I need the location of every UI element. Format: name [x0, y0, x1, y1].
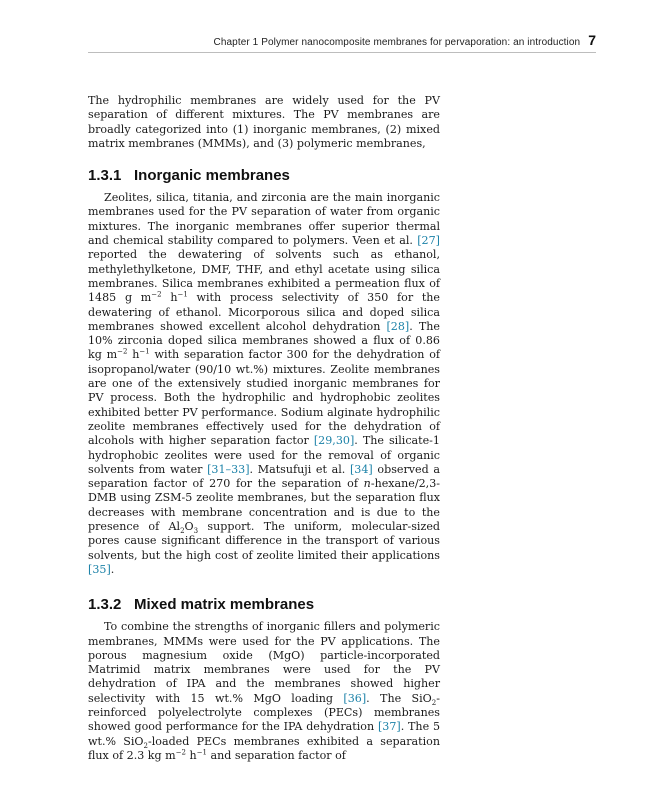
unit: h [186, 748, 197, 762]
text-run: -reinforced polyelectrolyte complexes (PECs) membranes showed good performance for the IPA dehydration [88, 691, 440, 734]
text-run: O [184, 520, 194, 534]
unit: h [127, 348, 140, 362]
section-heading-mixed-matrix [88, 596, 440, 614]
text-run: -hexane/2,3-DMB using ZSM-5 zeolite membranes, but the separation flux decreases with membrane concentration and is due to the presence of Al [88, 477, 440, 534]
text-run: . The silicate-1 hydrophobic zeolites were used for the removal of organic solvents from water [88, 434, 440, 476]
superscript: −1 [177, 290, 188, 299]
text-run: . The SiO [366, 691, 432, 705]
section-number: 1.3.2 [88, 596, 122, 614]
page-number: 7 [588, 32, 596, 48]
citation-link[interactable]: [27] [417, 234, 440, 248]
text-run: . The 10% zirconia doped silica membranes showed a flux of 0.86 kg m [88, 319, 440, 362]
text-run: with process selectivity of 350 for the dewatering of ethanol. Micorporous silica and doped silica membranes showed excellent alcohol dehydration [88, 291, 440, 333]
inorganic-paragraph [88, 191, 440, 577]
superscript: −1 [196, 748, 208, 757]
section-title: Inorganic membranes [134, 167, 290, 185]
citation-link[interactable]: [35] [88, 562, 111, 576]
text-run: reported the dewatering of solvents such as ethanol, methylethylketone, DMF, THF, and ethyl acetate using silica membranes. Silica membranes exhibited a permeation flux of 1485 g m [88, 248, 440, 305]
text-run: -loaded PECs membranes exhibited a separation flux of 2.3 kg m [88, 734, 440, 762]
citation-link[interactable]: [34] [349, 462, 373, 476]
subscript: 2 [431, 698, 437, 707]
citation-link[interactable]: [36] [343, 691, 367, 705]
text-run: . Matsufuji et al. [249, 462, 350, 476]
citation-link[interactable]: [37] [377, 720, 401, 734]
citation-link[interactable]: [29,30] [313, 434, 355, 448]
citation-link[interactable]: [31–33] [207, 462, 250, 476]
subscript: 2 [143, 741, 148, 750]
text-run: support. The uniform, molecular-sized pores cause significant difference in the transport of various solvents, but the high cost of zeolite limited their applications [88, 520, 440, 562]
running-title: Chapter 1 Polymer nanocomposite membranes for pervaporation: an introduction [213, 37, 581, 48]
section-title: Mixed matrix membranes [134, 596, 315, 614]
text-run: and separation factor of [207, 748, 346, 762]
text-run: with separation factor 300 for the dehydration of isopropanol/water (90/10 wt.%) mixtures. Zeolite membranes are one of the extensively studied inorganic membranes for PV process. Both the hydrophilic and hydrophobic zeolites exhibited better PV performance. Sodium alginate hydrophilic zeolite membranes effectively used for the dehydration of alcohols with higher separation factor [88, 348, 440, 448]
section-heading-inorganic [88, 167, 440, 185]
header-rule [88, 52, 596, 53]
subscript: 3 [193, 527, 199, 536]
superscript: −2 [175, 748, 187, 757]
text-run: To combine the strengths of inorganic fillers and polymeric membranes, MMMs were used for the PV applications. The porous magnesium oxide (MgO) particle-incorporated Matrimid matrix membranes were used for the PV dehydration of IPA and the membranes showed higher selectivity with 15 wt.% MgO loading [88, 620, 440, 705]
superscript: −2 [151, 290, 162, 299]
section-number: 1.3.1 [88, 167, 122, 185]
body-text [88, 94, 440, 763]
italic-text: n [363, 477, 371, 491]
intro-paragraph: The hydrophilic membranes are widely used for the PV separation of different mixtures. The PV membranes are broadly categorized into (1) inorganic membranes, (2) mixed matrix membranes (MMMs), and (3) polymeric membranes, [88, 94, 440, 150]
subscript: 2 [180, 527, 185, 536]
superscript: −1 [139, 347, 150, 356]
mixed-matrix-paragraph [88, 620, 440, 763]
text-run: . The 5 wt.% SiO [88, 720, 440, 748]
superscript: −2 [117, 347, 128, 356]
unit: h [161, 291, 178, 305]
running-header [88, 32, 596, 48]
text-run: Zeolites, silica, titania, and zirconia are the main inorganic membranes used for the PV separation of water from organic mixtures. The inorganic membranes offer superior thermal and chemical stability compared to polymers. Veen et al. [88, 191, 440, 248]
text-run: observed a separation factor of 270 for the separation of [88, 462, 440, 491]
citation-link[interactable]: [28] [386, 319, 410, 333]
text-run: . [110, 562, 115, 576]
